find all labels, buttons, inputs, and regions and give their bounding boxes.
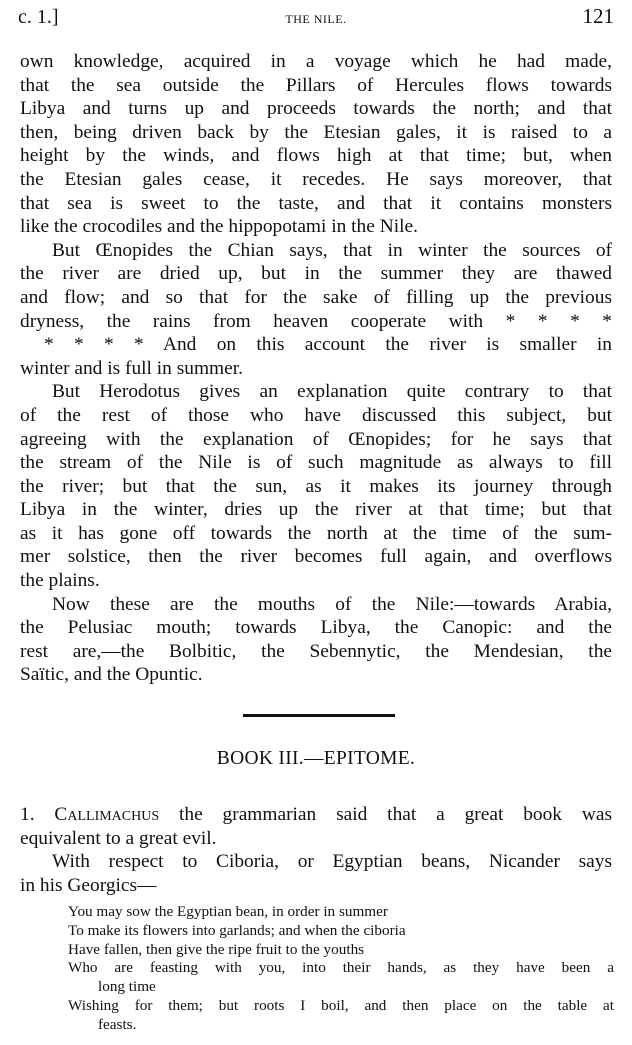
text-line: agreeing with the explanation of Œnopides; for he says that — [20, 428, 612, 450]
text-span: the grammarian said that a great book was — [159, 804, 612, 825]
text-line: * * * * And on this account the river is smaller in — [44, 334, 612, 356]
paragraph — [20, 593, 612, 687]
author-name: Callimachus — [54, 804, 160, 825]
text-line: that sea is sweet to the taste, and that it contains monsters — [20, 192, 612, 214]
text-line: then, being driven back by the Etesian gales, it is raised to a — [20, 121, 612, 143]
paragraph — [20, 50, 612, 239]
verse-line: Have fallen, then give the ripe fruit to the youths — [68, 940, 365, 958]
text-line: Now these are the mouths of the Nile:—towards Arabia, — [52, 593, 612, 615]
paragraph — [20, 239, 612, 381]
chapter-marker: c. 1.] — [18, 6, 59, 28]
text-line: Libya in the winter, dries up the river at that time; but that — [20, 499, 612, 521]
verse-line: long time — [98, 978, 156, 996]
text-line: of the rest of those who have discussed this subject, but — [20, 404, 612, 426]
verse-line: You may sow the Egyptian bean, in order in summer — [68, 903, 388, 920]
text-line: Saïtic, and the Opuntic. — [20, 664, 203, 686]
verse-line: feasts. — [98, 1015, 137, 1033]
text-line: rest are,—the Bolbitic, the Sebennytic, the Mendesian, the — [20, 640, 612, 662]
text-line: But Œnopides the Chian says, that in winter the sources of — [52, 239, 612, 261]
page-number: 121 — [582, 4, 614, 28]
text-line: own knowledge, acquired in a voyage which he had made, — [20, 51, 612, 72]
section-divider — [243, 714, 395, 717]
section-number: 1. — [20, 804, 35, 825]
text-line: the plains. — [20, 570, 100, 592]
verse-line: To make its flowers into garlands; and when the ciboria — [68, 921, 406, 939]
text-line: Libya and turns up and proceeds towards the north; and that — [20, 98, 612, 120]
text-line: the river are dried up, but in the summer they are thawed — [20, 263, 612, 285]
text-line: that the sea outside the Pillars of Hercules flows towards — [20, 74, 612, 96]
verse-line: Wishing for them; but roots I boil, and then place on the table at — [68, 996, 614, 1014]
verse-quotation — [68, 903, 614, 1035]
text-line: But Herodotus gives an explanation quite contrary to that — [52, 381, 612, 403]
main-text — [20, 50, 612, 687]
text-line: in his Georgics— — [20, 874, 157, 896]
text-line: dryness, the rains from heaven cooperate with * * * * — [20, 310, 612, 332]
text-line: like the crocodiles and the hippopotami in the Nile. — [20, 216, 418, 238]
running-header — [18, 4, 614, 34]
text-line: and flow; and so that for the sake of filling up the previous — [20, 286, 612, 308]
text-line: equivalent to a great evil. — [20, 827, 217, 849]
book-heading: BOOK III.—EPITOME. — [216, 748, 416, 769]
text-line: mer solstice, then the river becomes full again, and overflows — [20, 546, 612, 568]
paragraph — [20, 380, 612, 592]
text-line: the Pelusiac mouth; towards Libya, the Canopic: and the — [20, 617, 612, 639]
running-title: THE NILE. — [285, 12, 347, 26]
text-line — [20, 803, 612, 827]
text-line: the Etesian gales cease, it recedes. He says moreover, that — [20, 168, 612, 190]
text-line: height by the winds, and flows high at that time; but, when — [20, 145, 612, 167]
text-line: With respect to Ciboria, or Egyptian beans, Nicander says — [52, 851, 612, 873]
text-line: the river; but that the sun, as it makes its journey through — [20, 475, 612, 497]
text-line: the stream of the Nile is of such magnitude as always to fill — [20, 452, 612, 474]
epitome-text — [20, 803, 612, 897]
verse-line: Who are feasting with you, into their hands, as they have been a — [68, 959, 614, 977]
text-line: winter and is full in summer. — [20, 357, 243, 379]
text-line: as it has gone off towards the north at the time of the sum- — [20, 522, 612, 544]
